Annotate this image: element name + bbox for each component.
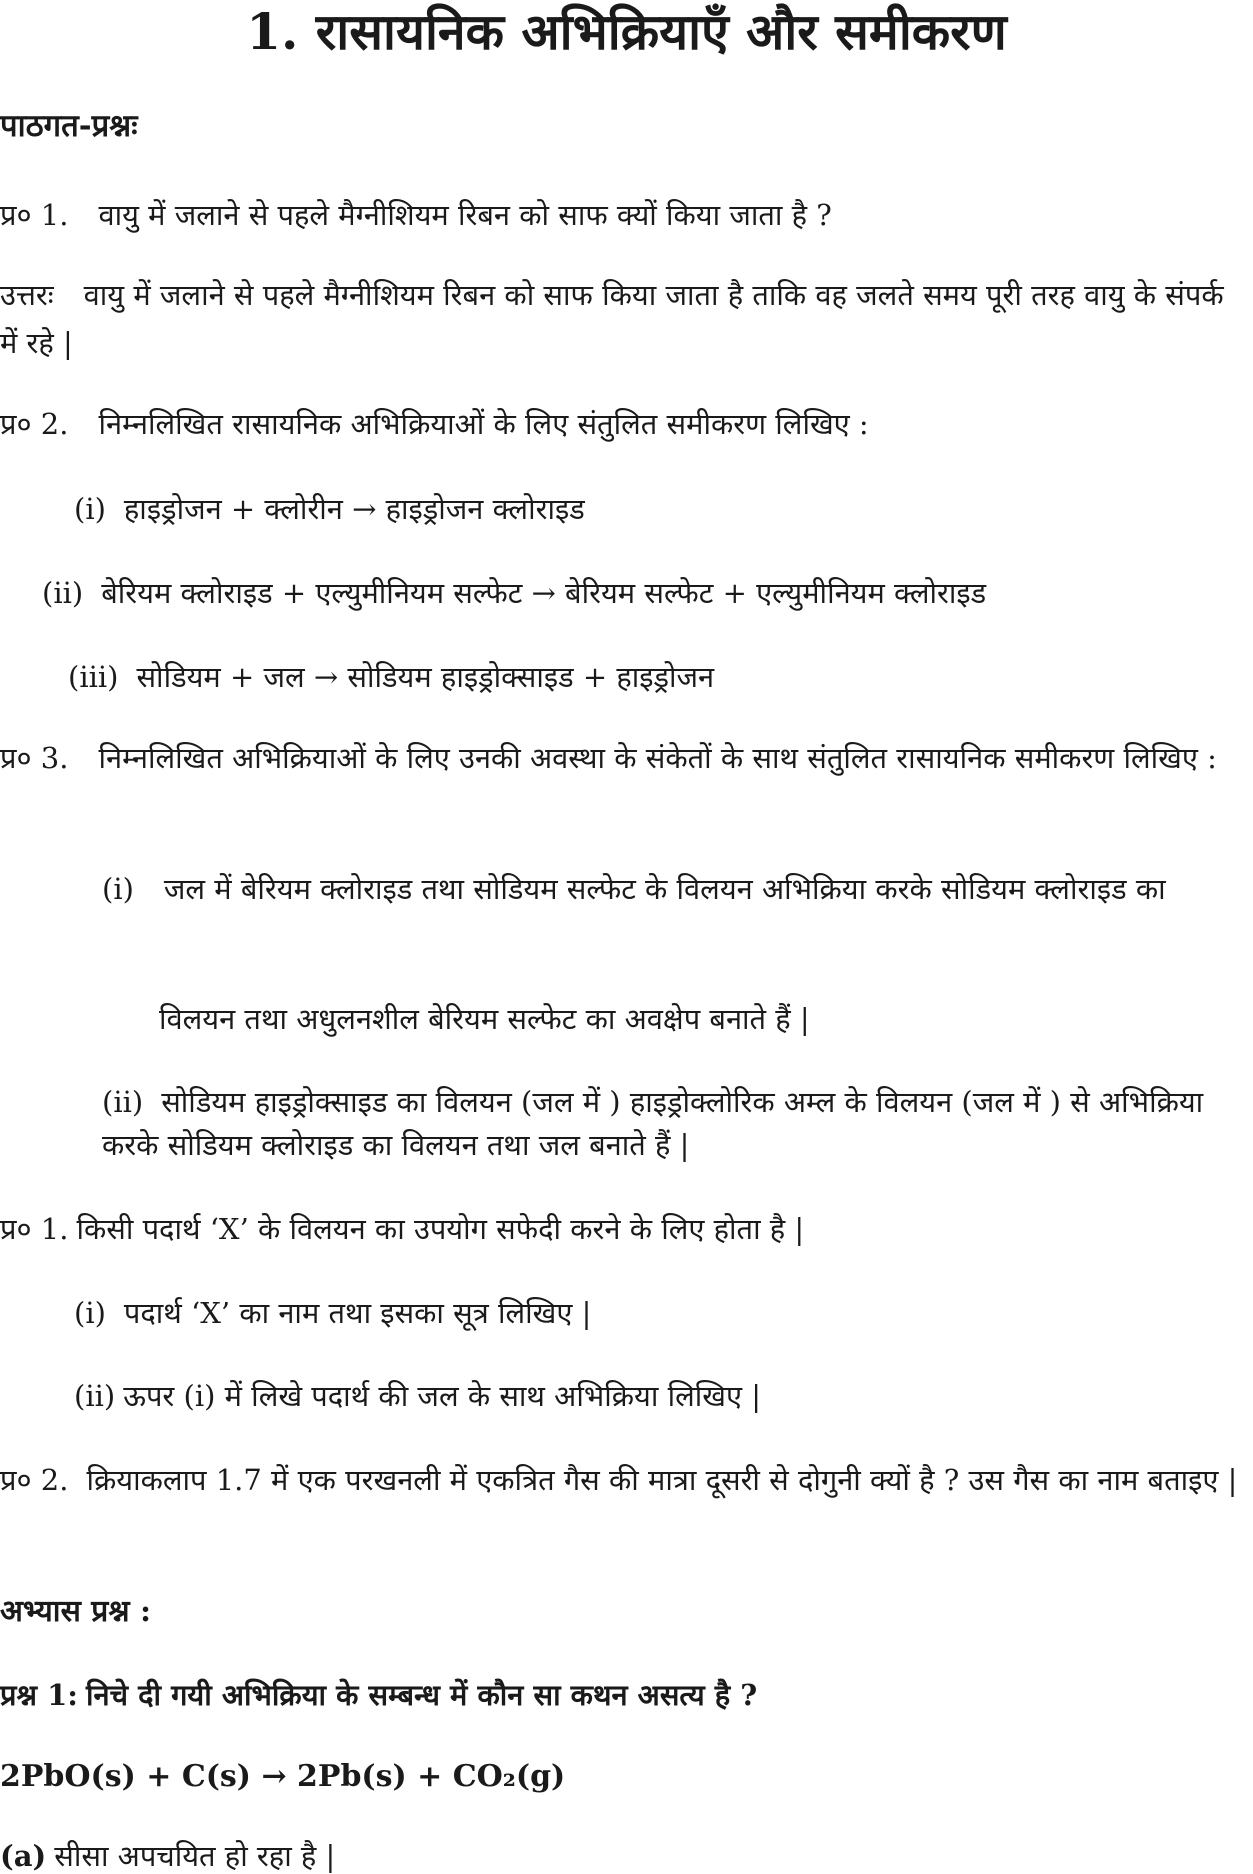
question-label: प्र० 2. bbox=[0, 407, 69, 441]
question-2b bbox=[0, 1457, 1250, 1503]
answer-label: उत्तरः bbox=[0, 278, 54, 312]
question-label: प्र० 1. bbox=[0, 198, 69, 232]
answer-1 bbox=[0, 271, 1250, 367]
section-heading-in-text-questions: पाठगत-प्रश्नः bbox=[0, 108, 138, 144]
question-1 bbox=[0, 192, 1250, 238]
answer-text: वायु में जलाने से पहले मैग्नीशियम रिबन को साफ किया जाता है ताकि वह जलते समय पूरी तरह वायु के संपर्क में रहे | bbox=[0, 278, 1224, 360]
item-label: (i) bbox=[102, 872, 134, 906]
item-text: सोडियम हाइड्रोक्साइड का विलयन (जल में ) हाइड्रोक्लोरिक अम्ल के विलयन (जल में ) से अभिक्रिया करके सोडियम क्लोराइड का विलयन तथा जल बनाते हैं | bbox=[102, 1085, 1204, 1162]
item-text: ऊपर (i) में लिखे पदार्थ की जल के साथ अभिक्रिया लिखिए | bbox=[123, 1379, 762, 1413]
item-label: (i) bbox=[74, 1296, 106, 1330]
item-text: बेरियम क्लोराइड + एल्युमीनियम सल्फेट → बेरियम सल्फेट + एल्युमीनियम क्लोराइड bbox=[101, 576, 987, 610]
question-3-item-ii bbox=[102, 1081, 1247, 1167]
item-text: पदार्थ ‘X’ का नाम तथा इसका सूत्र लिखिए | bbox=[123, 1296, 592, 1330]
option-text: सीसा अपचयित हो रहा है | bbox=[54, 1839, 336, 1873]
question-text: क्रियाकलाप 1.7 में एक परखनली में एकत्रित गैस की मात्रा दूसरी से दोगुनी क्यों है ? उस गैस का नाम बताइए | bbox=[86, 1463, 1238, 1497]
item-text: सोडियम + जल → सोडियम हाइड्रोक्साइड + हाइड्रोजन bbox=[136, 660, 715, 694]
question-text: निचे दी गयी अभिक्रिया के सम्बन्ध में कौन सा कथन असत्य है ? bbox=[85, 1678, 758, 1712]
question-text: वायु में जलाने से पहले मैग्नीशियम रिबन को साफ क्यों किया जाता है ? bbox=[98, 198, 832, 232]
question-text: निम्नलिखित अभिक्रियाओं के लिए उनकी अवस्था के संकेतों के साथ संतुलित रासायनिक समीकरण लिखिए : bbox=[98, 741, 1217, 775]
question-2-item-iii bbox=[68, 654, 1248, 700]
question-3-item-i bbox=[102, 868, 1177, 911]
item-label: (i) bbox=[74, 492, 106, 526]
question-text: निम्नलिखित रासायनिक अभिक्रियाओं के लिए संतुलित समीकरण लिखिए : bbox=[98, 407, 869, 441]
page-title: 1. रासायनिक अभिक्रियाएँ और समीकरण bbox=[246, 2, 1007, 61]
exercise-question-1 bbox=[0, 1673, 1250, 1717]
section-heading-exercise: अभ्यास प्रश्न : bbox=[0, 1594, 152, 1629]
question-3-item-i-continuation: विलयन तथा अधुलनशील बेरियम सल्फेट का अवक्षेप बनाते हैं | bbox=[159, 1002, 810, 1036]
question-2 bbox=[0, 401, 1250, 447]
item-label: (ii) bbox=[74, 1379, 116, 1413]
item-label: (ii) bbox=[102, 1085, 144, 1119]
question-1b bbox=[0, 1206, 1250, 1252]
question-label: प्र० 2. bbox=[0, 1463, 69, 1497]
option-a bbox=[0, 1840, 1250, 1872]
item-label: (iii) bbox=[68, 660, 119, 694]
question-label: प्र० 3. bbox=[0, 741, 69, 775]
item-text: जल में बेरियम क्लोराइड तथा सोडियम सल्फेट के विलयन अभिक्रिया करके सोडियम क्लोराइड का bbox=[163, 872, 1166, 906]
question-1b-item-i bbox=[74, 1290, 1244, 1336]
question-label: प्र० 1. bbox=[0, 1212, 69, 1246]
question-2-item-i bbox=[74, 486, 1244, 532]
option-label: (a) bbox=[0, 1839, 47, 1873]
item-text: हाइड्रोजन + क्लोरीन → हाइड्रोजन क्लोराइड bbox=[123, 492, 585, 526]
question-label: प्रश्न 1: bbox=[0, 1678, 78, 1712]
question-text: किसी पदार्थ ‘X’ के विलयन का उपयोग सफेदी करने के लिए होता है | bbox=[76, 1212, 805, 1246]
chemical-equation: 2PbO(s) + C(s) → 2Pb(s) + CO₂(g) bbox=[0, 1759, 566, 1794]
item-label: (ii) bbox=[42, 576, 84, 610]
question-3 bbox=[0, 734, 1250, 783]
question-2-item-ii bbox=[42, 570, 1247, 616]
question-1b-item-ii bbox=[74, 1373, 1244, 1419]
